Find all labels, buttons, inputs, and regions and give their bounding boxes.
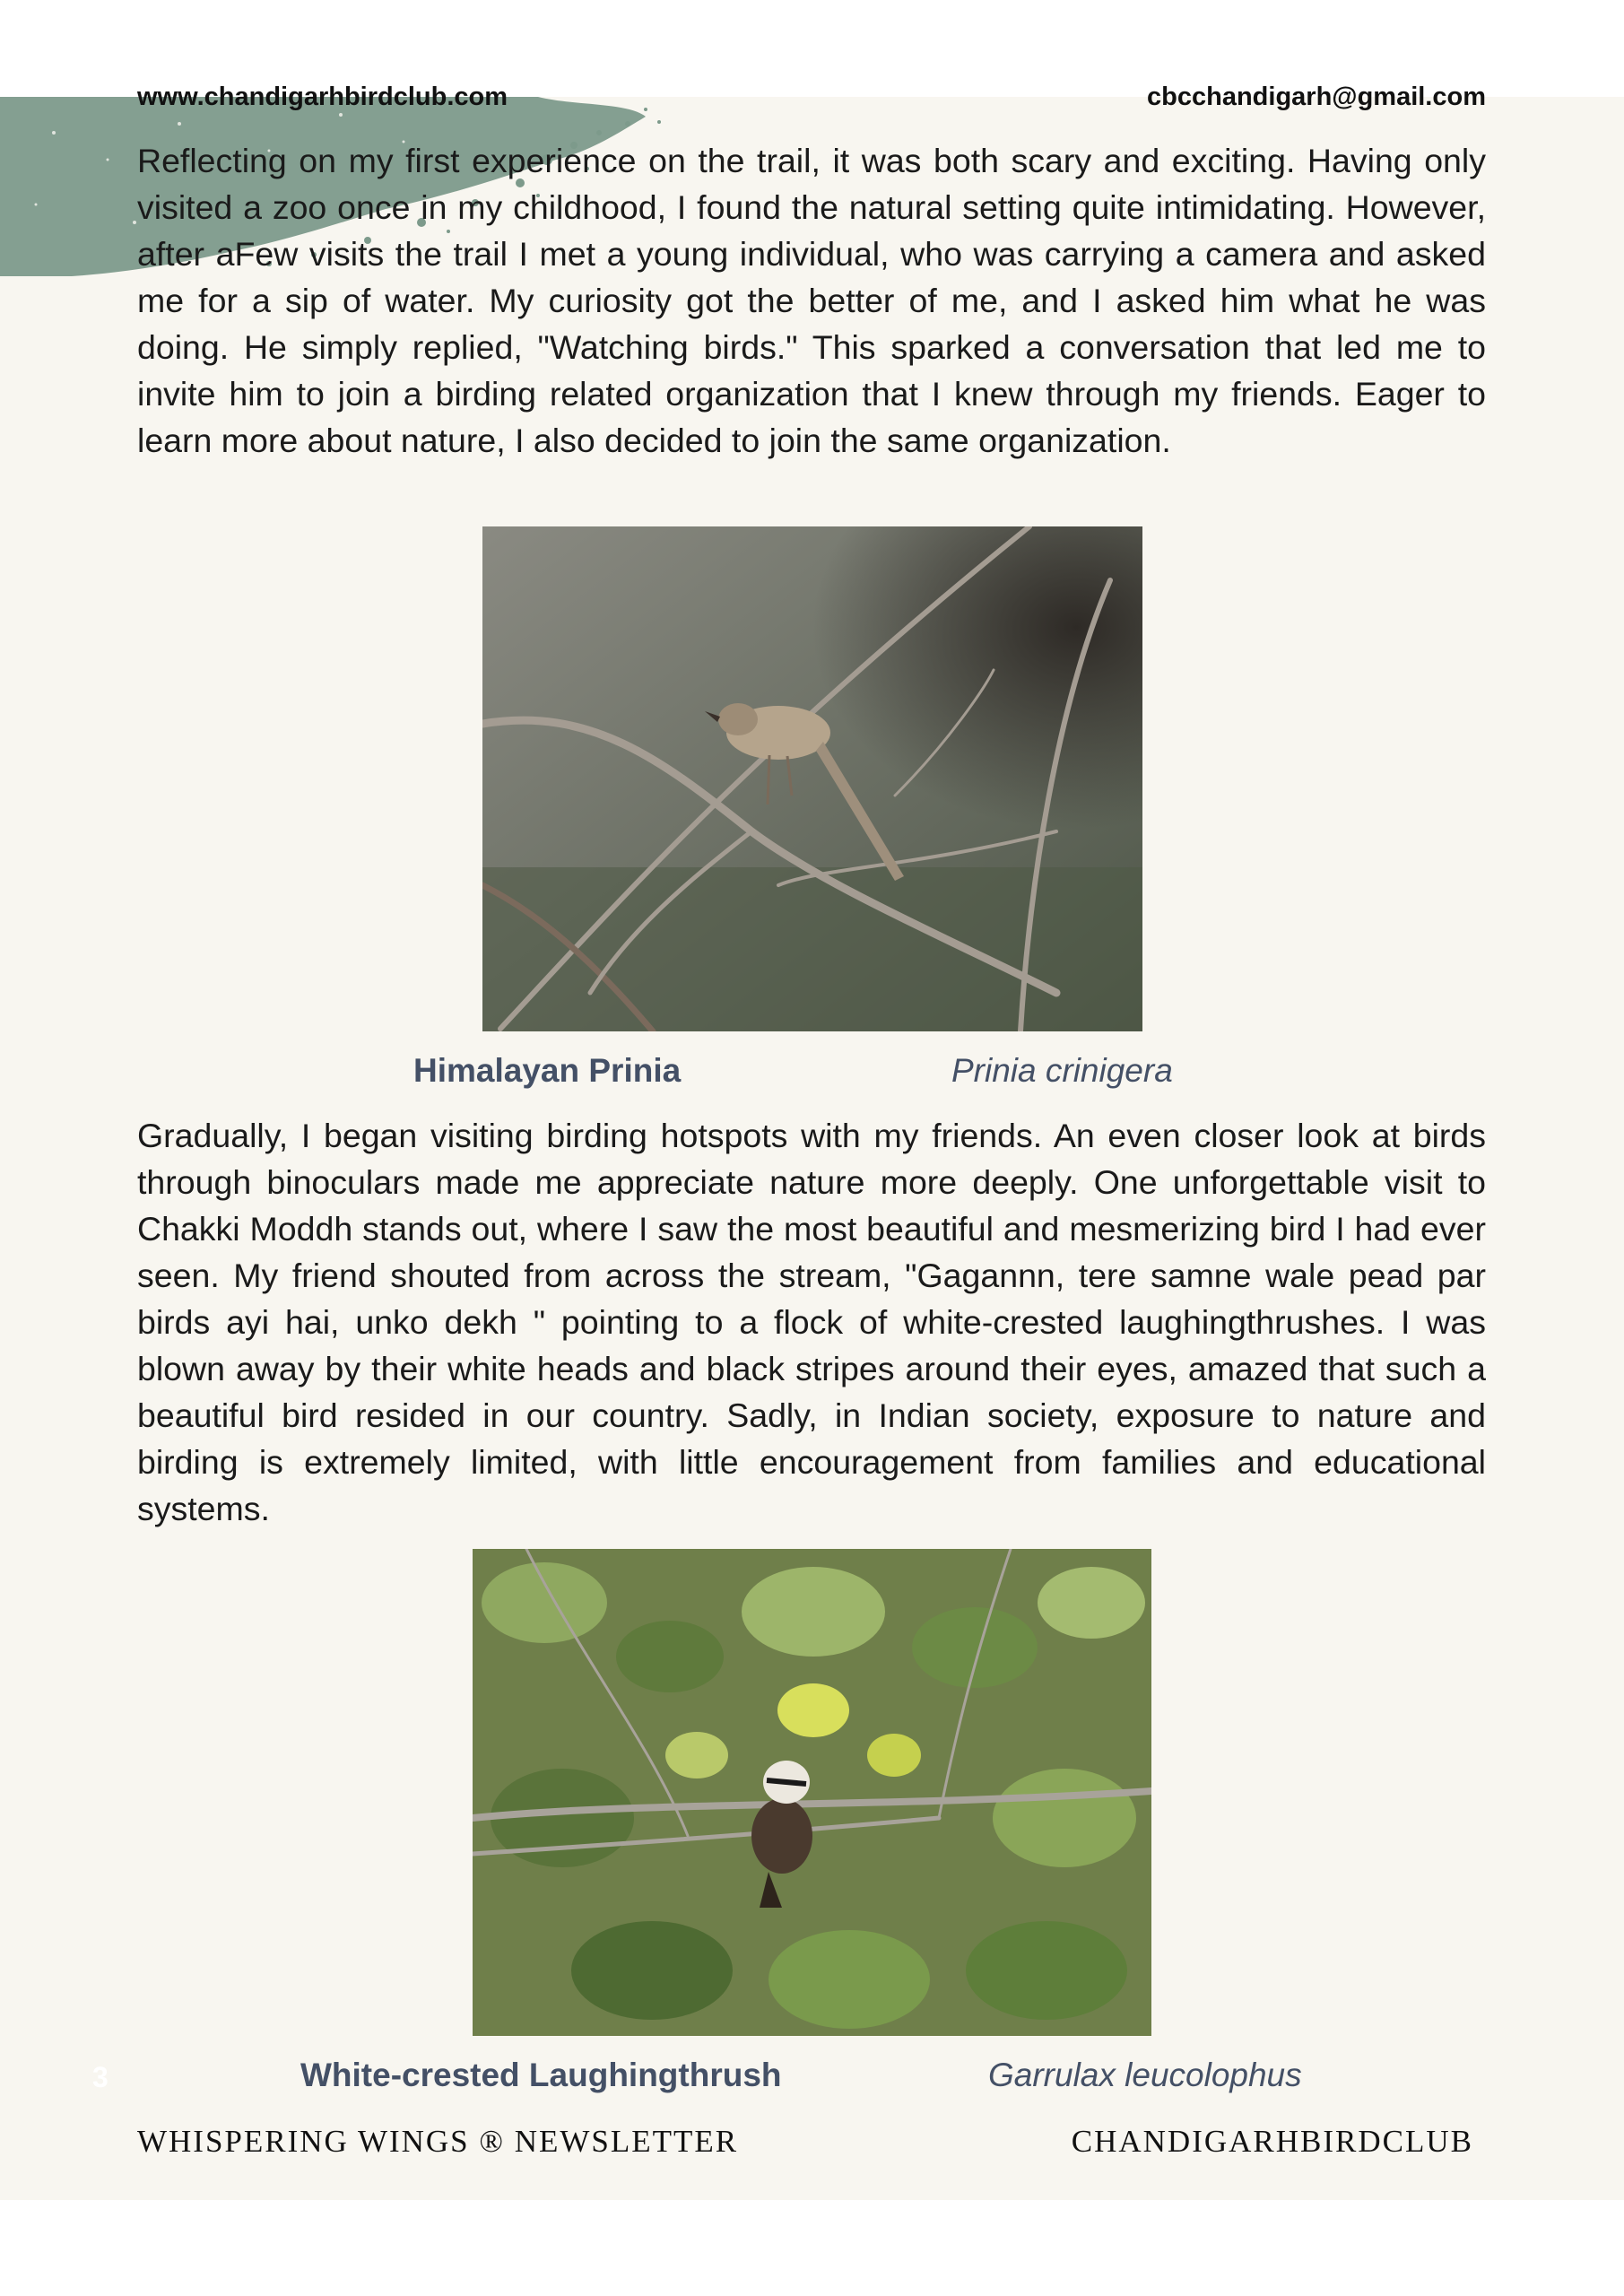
figure-scientific-name: Prinia crinigera: [951, 1052, 1173, 1089]
club-name: CHANDIGARHBIRDCLUB: [1071, 2124, 1473, 2159]
figure-scientific-name: Garrulax leucolophus: [988, 2057, 1302, 2093]
figure-common-name: Himalayan Prinia: [413, 1052, 682, 1089]
website-link[interactable]: www.chandigarhbirdclub.com: [137, 83, 508, 111]
article-paragraph: Reflecting on my first experience on the trail, it was both scary and exciting. Having only visited a zoo once in my childhood, I found the natural setting quite intimidating. However, after aFew visits the trail I met a young individual, who was carrying a camera and asked me for a sip of water. My curiosity got the better of me, and I asked him what he was doing. He simply replied, "Watching birds." This sparked a conversation that led me to invite him to join a birding related organization that I knew through my friends. Eager to learn more about nature, I also decided to join the same organization.: [137, 142, 1486, 459]
white-crested-laughingthrush-photo: [473, 1549, 1151, 2036]
himalayan-prinia-photo: [482, 526, 1142, 1031]
newsletter-title: WHISPERING WINGS ® NEWSLETTER: [137, 2124, 739, 2159]
article-paragraph: Gradually, I began visiting birding hotspots with my friends. An even closer look at birds through binoculars made me appreciate nature more deeply. One unforgettable visit to Chakki Moddh stands out, where I saw the most beautiful and mesmerizing bird I had ever seen. My friend shouted from across the stream, "Gagannn, tere samne wale pead par birds ayi hai, unko dekh " pointing to a flock of white-crested laughingthrushes. I was blown away by their white heads and black stripes around their eyes, amazed that such a beautiful bird resided in our country. Sadly, in Indian society, exposure to nature and birding is extremely limited, with little encouragement from families and educational systems.: [137, 1117, 1486, 1527]
page-number: 3: [92, 2061, 109, 2093]
figure-common-name: White-crested Laughingthrush: [300, 2057, 782, 2093]
email-link[interactable]: cbcchandigarh@gmail.com: [1147, 83, 1486, 111]
